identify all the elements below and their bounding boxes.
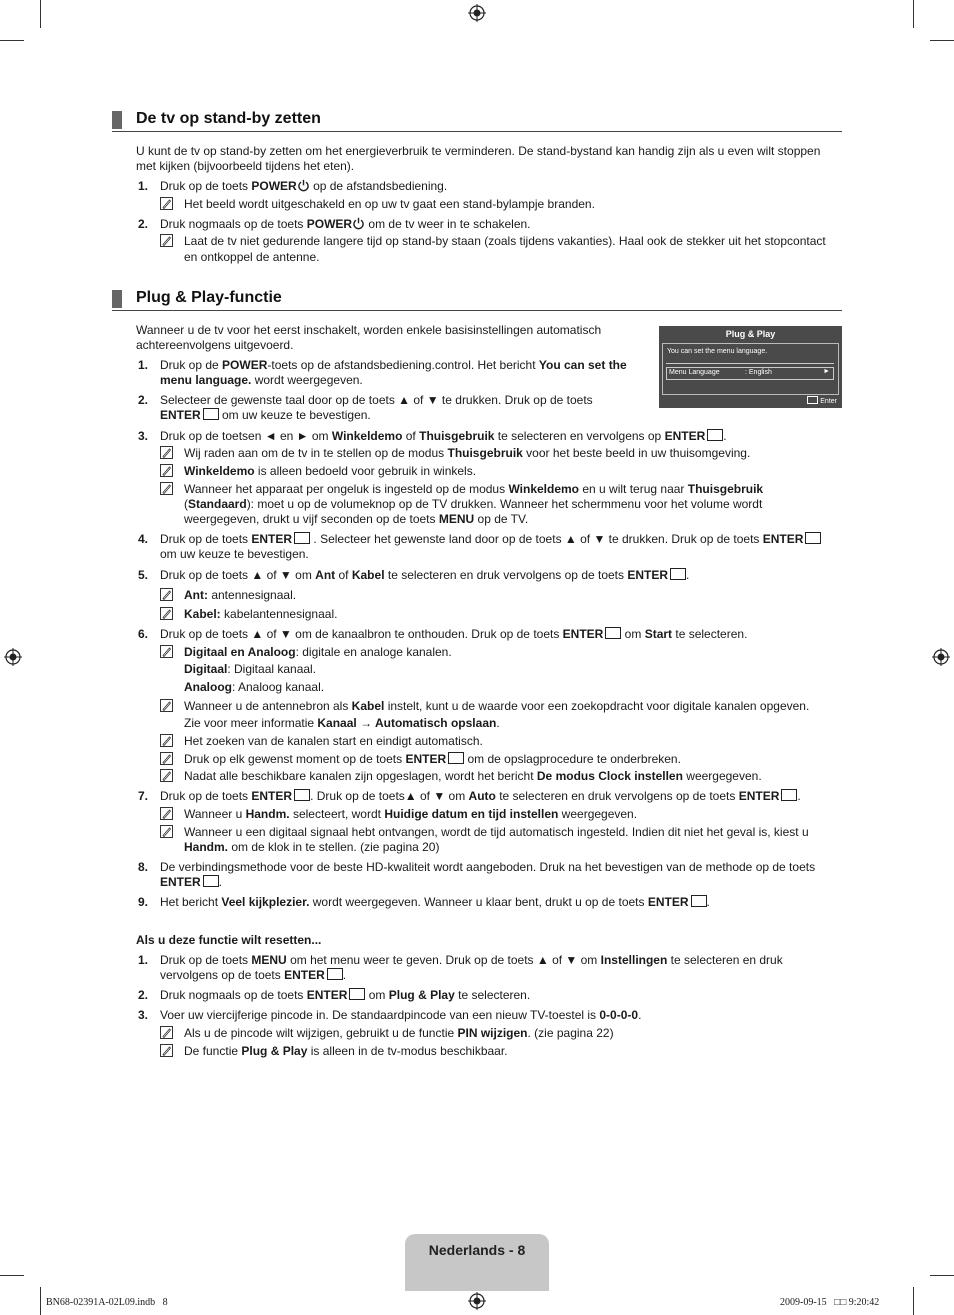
note-text: Het beeld wordt uitgeschakeld en op uw tv gaat een stand-bylampje branden. bbox=[184, 197, 595, 211]
crop-mark bbox=[930, 40, 954, 41]
note-icon bbox=[160, 1026, 173, 1039]
crop-mark bbox=[0, 1275, 24, 1276]
enter-icon bbox=[203, 875, 219, 887]
note-icon bbox=[160, 752, 173, 765]
note-text: Nadat alle beschikbare kanalen zijn opgeslagen, wordt het bericht De modus Clock instellen weergegeven. bbox=[184, 769, 762, 783]
section-intro: U kunt de tv op stand-by zetten om het energieverbruik te verminderen. De stand-bystand kan handig zijn als u even wilt stoppen met kijken (bijvoorbeeld tijdens het eten). bbox=[136, 144, 821, 173]
osd-row-value: : English bbox=[745, 369, 772, 376]
enter-icon bbox=[294, 789, 310, 801]
note-text: Als u de pincode wilt wijzigen, gebruikt u de functie PIN wijzigen. (zie pagina 22) bbox=[184, 1026, 614, 1040]
step-text: Druk op de toets ENTER . Druk op de toets▲ of ▼ om Auto te selecteren en druk vervolgens op de toets ENTER . bbox=[160, 789, 801, 803]
note-text: en ontkoppel de antenne. bbox=[184, 250, 320, 264]
step-number: 6. bbox=[138, 627, 149, 641]
step-number: 8. bbox=[138, 860, 149, 874]
step-text: ENTER om uw keuze te bevestigen. bbox=[160, 408, 371, 422]
note-text: De functie Plug & Play is alleen in de tv-modus beschikbaar. bbox=[184, 1044, 508, 1058]
registration-mark-icon bbox=[932, 648, 950, 666]
note-text: Analoog: Analoog kanaal. bbox=[184, 680, 325, 694]
note-icon bbox=[160, 482, 173, 495]
section-intro: achtereenvolgens uitgevoerd. bbox=[136, 338, 294, 352]
note-icon bbox=[160, 607, 173, 620]
osd-row-label: Menu Language bbox=[669, 369, 720, 376]
step-text: menu language. wordt weergegeven. bbox=[160, 373, 363, 387]
crop-mark bbox=[913, 1287, 914, 1315]
note-text: (Standaard): moet u op de volumeknop op de TV drukken. Wanneer het schermmenu voor het volume wordt bbox=[184, 497, 763, 511]
step-number: 3. bbox=[138, 429, 149, 443]
note-text: Wanneer u een digitaal signaal hebt ontvangen, wordt de tijd automatisch ingesteld. Indien dit niet het geval is, kiest u bbox=[184, 825, 809, 839]
osd-divider bbox=[666, 363, 834, 364]
note-icon bbox=[160, 734, 173, 747]
note-text: Digitaal en Analoog: digitale en analoge kanalen. bbox=[184, 645, 452, 659]
step-text: Druk op de toets ▲ of ▼ om de kanaalbron te onthouden. Druk op de toets ENTER om Start te selecteren. bbox=[160, 627, 748, 641]
heading-bar bbox=[112, 290, 122, 308]
crop-mark bbox=[40, 1287, 41, 1315]
note-text: Het zoeken van de kanalen start en eindigt automatisch. bbox=[184, 734, 483, 748]
section-heading-standby bbox=[112, 109, 842, 132]
step-text: Druk op de toets POWER op de afstandsbediening. bbox=[160, 179, 448, 193]
step-text: Druk nogmaals op de toets POWER om de tv weer in te schakelen. bbox=[160, 217, 531, 231]
page-label: Nederlands - 8 bbox=[428, 1242, 526, 1258]
step-number: 1. bbox=[138, 358, 149, 372]
step-text: Het bericht Veel kijkplezier. wordt weergegeven. Wanneer u klaar bent, drukt u op de toets ENTER . bbox=[160, 895, 710, 909]
crop-mark bbox=[0, 40, 24, 41]
note-text: Wanneer u de antennebron als Kabel instelt, kunt u de waarde voor een zoekopdracht voor digitale kanalen opgeven. bbox=[184, 699, 810, 713]
osd-panel bbox=[662, 343, 839, 395]
note-text: Winkeldemo is alleen bedoeld voor gebruik in winkels. bbox=[184, 464, 477, 478]
step-number: 2. bbox=[138, 988, 149, 1002]
print-date-info: 2009-09-15 □□ 9:20:42 bbox=[780, 1297, 880, 1308]
note-icon bbox=[160, 769, 173, 782]
arrow-right-icon: ► bbox=[823, 368, 830, 375]
enter-icon bbox=[327, 968, 343, 980]
print-file-info: BN68-02391A-02L09.indb 8 bbox=[46, 1297, 168, 1308]
note-icon bbox=[160, 645, 173, 658]
step-number: 4. bbox=[138, 532, 149, 546]
step-number: 5. bbox=[138, 568, 149, 582]
registration-mark-icon bbox=[468, 4, 486, 22]
step-text: Druk op de toets MENU om het menu weer te geven. Druk op de toets ▲ of ▼ om Instellingen te selecteren en druk bbox=[160, 953, 783, 967]
note-icon bbox=[160, 446, 173, 459]
section-intro: Wanneer u de tv voor het eerst inschakelt, worden enkele basisinstellingen automatisch bbox=[136, 323, 602, 337]
enter-icon bbox=[691, 895, 707, 907]
enter-icon bbox=[203, 408, 219, 420]
step-text: Druk op de toets ENTER . Selecteer het gewenste land door op de toets ▲ of ▼ te drukken. Druk op de toets ENTER bbox=[160, 532, 840, 547]
note-text: Druk op elk gewenst moment op de toets ENTER om de opslagprocedure te onderbreken. bbox=[184, 752, 681, 766]
note-text: Digitaal: Digitaal kanaal. bbox=[184, 662, 317, 676]
step-number: 7. bbox=[138, 789, 149, 803]
step-number: 1. bbox=[138, 953, 149, 967]
step-text: Druk op de toetsen ◄ en ► om Winkeldemo of Thuisgebruik te selecteren en vervolgens op ENTER . bbox=[160, 429, 727, 443]
note-text: Zie voor meer informatie Kanaal → Automatisch opslaan. bbox=[184, 716, 500, 730]
note-icon bbox=[160, 588, 173, 601]
step-number: 2. bbox=[138, 217, 149, 231]
step-text: vervolgens op de toets ENTER . bbox=[160, 968, 347, 982]
step-text: ENTER . bbox=[160, 875, 223, 889]
note-text: Kabel: kabelantennesignaal. bbox=[184, 607, 338, 621]
step-text: Voer uw viercijferige pincode in. De standaardpincode van een nieuw TV-toestel is 0-0-0-0. bbox=[160, 1008, 642, 1022]
step-number: 1. bbox=[138, 179, 149, 193]
enter-icon bbox=[805, 532, 821, 544]
step-text: om uw keuze te bevestigen. bbox=[160, 547, 309, 561]
section-title: Plug & Play-functie bbox=[136, 289, 282, 306]
power-icon bbox=[297, 179, 310, 192]
note-text: Wij raden aan om de tv in te stellen op de modus Thuisgebruik voor het beste beeld in uw thuisomgeving. bbox=[184, 446, 751, 460]
step-text: Druk op de toets ▲ of ▼ om Ant of Kabel te selecteren en druk vervolgens op de toets ENTER . bbox=[160, 568, 690, 582]
enter-icon bbox=[670, 568, 686, 580]
note-text: Wanneer het apparaat per ongeluk is ingesteld op de modus Winkeldemo en u wilt terug naar Thuisgebruik bbox=[184, 482, 764, 496]
note-icon bbox=[160, 807, 173, 820]
heading-bar bbox=[112, 111, 122, 129]
osd-message: You can set the menu language. bbox=[667, 348, 768, 355]
reset-heading: Als u deze functie wilt resetten... bbox=[136, 933, 322, 947]
osd-enter-hint: Enter bbox=[807, 396, 837, 405]
note-icon bbox=[160, 1044, 173, 1057]
enter-icon bbox=[448, 752, 464, 764]
step-text: Druk nogmaals op de toets ENTER om Plug & Play te selecteren. bbox=[160, 988, 531, 1002]
enter-icon bbox=[707, 429, 723, 441]
registration-mark-icon bbox=[468, 1292, 486, 1310]
enter-icon bbox=[605, 627, 621, 639]
note-icon bbox=[160, 699, 173, 712]
osd-title: Plug & Play bbox=[725, 329, 776, 339]
note-text: Ant: antennesignaal. bbox=[184, 588, 297, 602]
note-text: Handm. om de klok in te stellen. (zie pagina 20) bbox=[184, 840, 440, 854]
osd-plug-play-screen bbox=[659, 326, 842, 408]
note-icon bbox=[160, 234, 173, 247]
step-number: 3. bbox=[138, 1008, 149, 1022]
section-title: De tv op stand-by zetten bbox=[136, 110, 321, 127]
note-icon bbox=[160, 197, 173, 210]
note-icon bbox=[160, 464, 173, 477]
crop-mark bbox=[930, 1275, 954, 1276]
registration-mark-icon bbox=[4, 648, 22, 666]
step-number: 9. bbox=[138, 895, 149, 909]
enter-icon bbox=[294, 532, 310, 544]
note-icon bbox=[160, 825, 173, 838]
enter-icon bbox=[349, 988, 365, 1000]
power-icon bbox=[352, 217, 365, 230]
enter-icon bbox=[781, 789, 797, 801]
enter-icon bbox=[807, 396, 818, 404]
step-text: Selecteer de gewenste taal door op de toets ▲ of ▼ te drukken. Druk op de toets bbox=[160, 393, 593, 407]
section-heading-plug-play bbox=[112, 288, 842, 311]
crop-mark bbox=[913, 0, 914, 28]
crop-mark bbox=[40, 0, 41, 28]
note-text: Wanneer u Handm. selecteert, wordt Huidige datum en tijd instellen weergegeven. bbox=[184, 807, 638, 821]
step-text: De verbindingsmethode voor de beste HD-kwaliteit wordt aangeboden. Druk na het bevestigen van de methode op de toets bbox=[160, 860, 816, 874]
note-text: Laat de tv niet gedurende langere tijd op stand-by staan (zoals tijdens vakanties). Haal ook de stekker uit het stopcontact bbox=[184, 234, 826, 248]
note-text: weergegeven, drukt u vijf seconden op de toets MENU op de TV. bbox=[184, 512, 529, 526]
step-text: Druk op de POWER-toets op de afstandsbediening.control. Het bericht You can set the bbox=[160, 358, 627, 372]
osd-menu-language-row[interactable] bbox=[666, 367, 834, 380]
page-number-tab bbox=[405, 1234, 549, 1291]
step-number: 2. bbox=[138, 393, 149, 407]
